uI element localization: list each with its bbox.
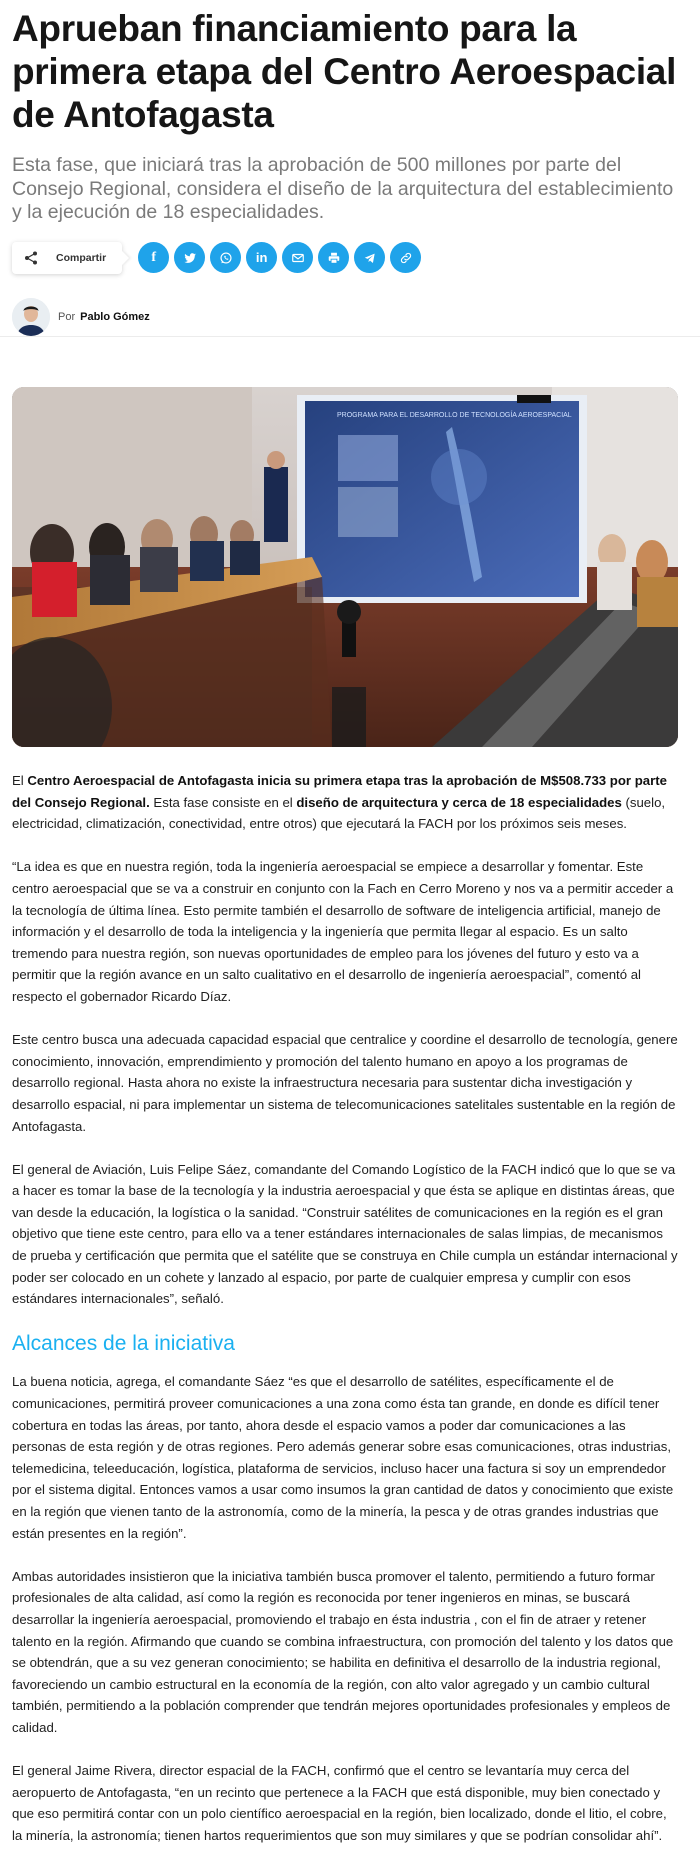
- paragraph-1-intro: El: [12, 773, 28, 788]
- paragraph-2: “La idea es que en nuestra región, toda la ingeniería aeroespacial se empiece a desarrollar y fomentar. Este centro aeroespacial que se va a construir en conjunto con la Fach en Cerro Moreno y nos va a permitir acceder a la tecnología de última línea. Esto permite también el desarrollo de software de inteligencia artificial, manejo de información y el desarrollo de toda la inteligencia y la ingeniería que permita llegar al espacio. Es un salto tremendo para nuestra región, son nuevas oportunidades de empleo para los jóvenes del futuro y esto va a permitir que la región avance en un salto cualitativo en el desarrollo de ingeniería aeroespacial”, comentó al respecto el gobernador Ricardo Díaz.: [12, 859, 674, 1004]
- paragraph-1: [12, 770, 680, 835]
- paragraph-1-end: (suelo, electricidad, climatización, conectividad, entre otros) que ejecutará la FACH por los próximos seis meses.: [12, 794, 666, 832]
- paragraph-6: Ambas autoridades insistieron que la iniciativa también busca promover el talento, permitiendo a futuro formar profesionales de alta calidad, así como la región es reconocida por tener ingenieros en minas, se buscará desarrollar la ingeniería aeroespacial, promoviendo el trabajo en ésta industria , con el fin de atraer y retener talento en la región. Afirmando que cuando se combina infraestructura, con promoción del talento y los datos que se obtendrán, que a su vez generan conocimiento; se habilita en definitiva el desarrollo de la industria regional, favoreciendo un cambio estructural en la economía de la región, con alto valor agregado y un cambio cultural también, permitiendo a la población comprender que tendrán mejores oportunidades profesionales y empleos de calidad.: [12, 1568, 674, 1735]
- facebook-share-button[interactable]: [138, 242, 169, 273]
- telegram-share-button[interactable]: [354, 242, 385, 273]
- author-byline: [12, 297, 688, 337]
- linkedin-share-button[interactable]: [246, 242, 277, 273]
- share-icon: [24, 251, 38, 265]
- paragraph-1-mid: Esta fase consiste en el: [149, 794, 297, 810]
- whatsapp-icon: [219, 251, 233, 265]
- paragraph-3: Este centro busca una adecuada capacidad espacial que centralice y coordine el desarrollo de tecnología, genere conocimiento, innovación, emprendimiento y promoción del talento humano en apoyo a los programas de desarrollo regional. Hasta ahora no existe la infraestructura necesaria para sustentar dicha investigación y desarrollo espacial, ni para implementar un sistema de telecomunicaciones satelitales sustentable en la región de Antofagasta.: [12, 1032, 678, 1134]
- author-avatar[interactable]: [12, 298, 50, 336]
- paragraph-4: El general de Aviación, Luis Felipe Sáez, comandante del Comando Logístico de la FACH indicó que lo que se va a hacer es tomar la base de la tecnología y la industria aeroespacial y que ésta se aplique en distintas áreas, que van desde la educación, la logística o la sanidad. “Construir satélites de comunicaciones en la región es el gran objetivo que tiene este centro, para ello va a tener estándares internacionales de salas limpias, de mecanismos de prueba y certificación que permita que el satélite que se construya en Chile cumpla un estándar internacional y poder ser colocado en un cohete y lanzado al espacio, por parte de cualquier empresa y cumplir con esos estándares internacionales”, señaló.: [12, 1161, 678, 1307]
- article-subtitle: Esta fase, que iniciará tras la aprobación de 500 millones por parte del Consejo Regional, considera el diseño de la arquitectura del establecimiento y la ejecución de 18 especialidades.: [12, 154, 674, 223]
- whatsapp-share-button[interactable]: [210, 242, 241, 273]
- linkedin-icon: in: [255, 250, 268, 265]
- article-photo: [12, 387, 678, 747]
- print-share-button[interactable]: [318, 242, 349, 273]
- paragraph-1-bold-a: Centro Aeroespacial de Antofagasta inicia su primera etapa tras la aprobación de M$508.733 por parte del Consejo Regional.: [12, 773, 667, 810]
- email-icon: [291, 251, 305, 265]
- email-share-button[interactable]: [282, 242, 313, 273]
- twitter-share-button[interactable]: [174, 242, 205, 273]
- meeting-photo-illustration: [12, 387, 678, 747]
- share-label: Compartir: [56, 251, 107, 264]
- share-bar: [12, 241, 688, 275]
- link-icon: [399, 251, 413, 265]
- twitter-icon: [183, 251, 197, 265]
- facebook-icon: f: [151, 249, 157, 265]
- header-divider: [0, 336, 700, 337]
- article-body: [12, 770, 680, 1868]
- telegram-icon: [363, 251, 377, 265]
- paragraph-1-bold-b: diseño de arquitectura y cerca de 18 especialidades: [296, 794, 622, 810]
- paragraph-5: La buena noticia, agrega, el comandante Sáez “es que el desarrollo de satélites, específicamente el de comunicaciones, permitirá proveer comunicaciones a una zona como ésta tan grande, en donde es difícil tener cobertura en todas las áreas, por tanto, ahora desde el espacio vamos a poder dar comunicaciones a las personas de esta región y de otras regiones. Pero además generar sobre esas comunicaciones, otras industrias, telemedicina, teleeducación, logística, plataforma de servicios, incluso hacer una factura si soy un emprendedor por el sistema digital. Entonces vamos a usar como insumos la gran cantidad de datos y conocimiento que existe en la región que vienen tanto de la astronomía, como de la minería, la pesca y de otras grandes industrias que están presentes en la región”.: [12, 1374, 674, 1541]
- share-button[interactable]: [12, 242, 122, 274]
- print-icon: [327, 251, 341, 265]
- paragraph-7: El general Jaime Rivera, director espacial de la FACH, confirmó que el centro se levantaría muy cerca del aeropuerto de Antofagasta, “en un recinto que pertenece a la FACH que está disponible, muy bien conectado y que eso permitirá contar con un polo científico aeroespacial en la región, bien localizado, donde el litio, el cobre, la minería, la astronomía; tienen hartos requerimientos que son muy similares y que se podrían consolidar ahí”.: [12, 1763, 667, 1843]
- section-heading: Alcances de la iniciativa: [12, 1332, 235, 1356]
- author-name[interactable]: Pablo Gómez: [80, 310, 150, 323]
- copy-link-button[interactable]: [390, 242, 421, 273]
- article-title: Aprueban financiamiento para la primera etapa del Centro Aeroespacial de Antofagasta: [12, 8, 677, 135]
- slide-title-text: PROGRAMA PARA EL DESARROLLO DE TECNOLOGÍA AEROESPACIAL: [337, 412, 572, 419]
- author-by-label: Por: [58, 310, 76, 323]
